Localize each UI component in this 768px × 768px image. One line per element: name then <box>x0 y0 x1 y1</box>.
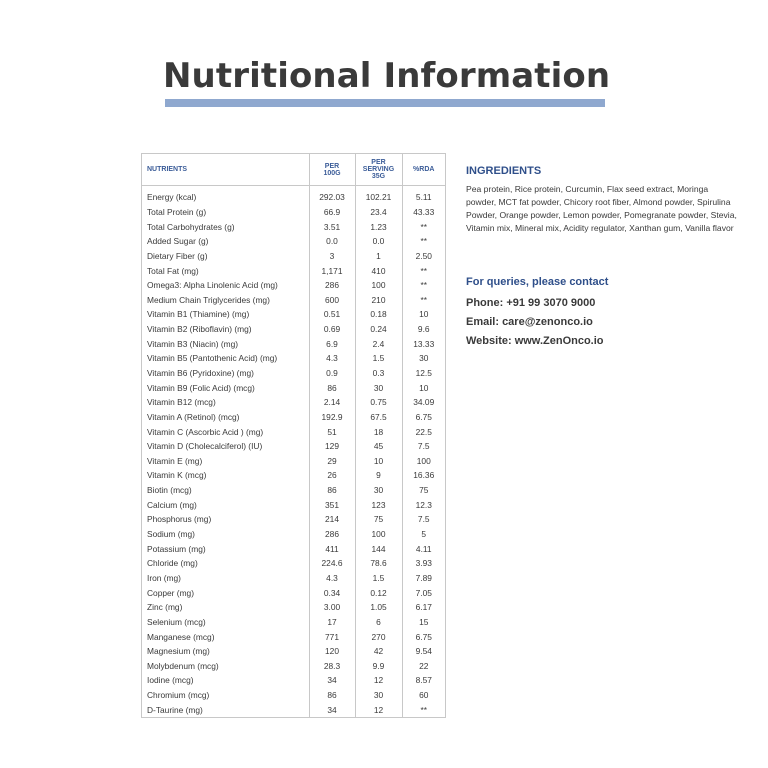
table-row <box>142 483 445 498</box>
value-rda: 7.89 <box>402 571 445 586</box>
nutrient-name: Vitamin B9 (Folic Acid) (mcg) <box>147 382 255 393</box>
value-per-100g: 0.51 <box>309 307 355 322</box>
table-row <box>142 512 445 527</box>
table-row <box>142 292 445 307</box>
nutrient-name: Calcium (mg) <box>147 499 197 510</box>
table-row <box>142 186 445 205</box>
value-per-100g: 771 <box>309 629 355 644</box>
contact-heading: For queries, please contact <box>466 276 609 288</box>
table-row <box>142 205 445 220</box>
value-per-100g: 17 <box>309 615 355 630</box>
contact-email: Email: care@zenonco.io <box>466 316 593 328</box>
table-row <box>142 527 445 542</box>
nutrient-name: Vitamin K (mcg) <box>147 470 207 481</box>
nutrient-name: Total Fat (mg) <box>147 265 199 276</box>
table-row <box>142 278 445 293</box>
value-rda: 10 <box>402 380 445 395</box>
nutrient-name: Dietary Fiber (g) <box>147 250 208 261</box>
value-per-100g: 0.0 <box>309 234 355 249</box>
nutrient-name: Medium Chain Triglycerides (mg) <box>147 294 270 305</box>
nutrient-name: Energy (kcal) <box>147 192 197 203</box>
value-rda: ** <box>402 263 445 278</box>
nutrient-name: Biotin (mcg) <box>147 485 192 496</box>
nutrition-table <box>142 154 445 717</box>
nutrient-name: Selenium (mcg) <box>147 616 206 627</box>
nutrient-name: Vitamin B3 (Niacin) (mg) <box>147 338 239 349</box>
nutrient-name: Vitamin D (Cholecalciferol) (IU) <box>147 441 263 452</box>
value-per-100g: 86 <box>309 483 355 498</box>
value-rda: 13.33 <box>402 336 445 351</box>
table-row <box>142 454 445 469</box>
table-row <box>142 468 445 483</box>
value-rda: ** <box>402 234 445 249</box>
value-per-100g: 0.34 <box>309 585 355 600</box>
value-per-serving: 0.12 <box>355 585 402 600</box>
value-rda: 5.11 <box>402 186 445 205</box>
value-rda: 12.5 <box>402 366 445 381</box>
ingredients-text: Pea protein, Rice protein, Curcumin, Flax seed extract, Moringa powder, MCT fat powder, Chicory root fiber, Almond powder, Spirulina Powder, Orange powder, Lemon powder, Pomegranate powder, Stevia, Vitamin mix, Mineral mix, Acidity regulator, Xanthan gum, Vanilla flavor <box>466 184 737 233</box>
value-rda: 34.09 <box>402 395 445 410</box>
value-rda: 2.50 <box>402 249 445 264</box>
value-per-100g: 3.51 <box>309 219 355 234</box>
table-row <box>142 629 445 644</box>
value-rda: ** <box>402 278 445 293</box>
header-per-serving-line1: PER <box>371 159 386 166</box>
value-rda: 100 <box>402 454 445 469</box>
value-per-100g: 51 <box>309 424 355 439</box>
value-per-serving: 78.6 <box>355 556 402 571</box>
table-row <box>142 249 445 264</box>
value-per-100g: 26 <box>309 468 355 483</box>
value-per-100g: 3 <box>309 249 355 264</box>
value-per-serving: 23.4 <box>355 205 402 220</box>
value-per-100g: 2.14 <box>309 395 355 410</box>
title-underline <box>165 99 605 107</box>
table-row <box>142 424 445 439</box>
nutrient-name: Vitamin A (Retinol) (mcg) <box>147 411 240 422</box>
table-row <box>142 571 445 586</box>
value-per-100g: 3.00 <box>309 600 355 615</box>
value-rda: 7.05 <box>402 585 445 600</box>
value-rda: 6.75 <box>402 410 445 425</box>
nutrient-name: Potassium (mg) <box>147 543 206 554</box>
nutrient-name: Iodine (mcg) <box>147 675 194 686</box>
table-row <box>142 366 445 381</box>
value-rda: 30 <box>402 351 445 366</box>
table-row <box>142 541 445 556</box>
nutrient-name: Vitamin C (Ascorbic Acid ) (mg) <box>147 426 264 437</box>
value-per-serving: 45 <box>355 439 402 454</box>
value-per-serving: 12 <box>355 673 402 688</box>
value-rda: 16.36 <box>402 468 445 483</box>
value-per-serving: 0.18 <box>355 307 402 322</box>
header-per-serving-line2: SERVING <box>362 166 395 173</box>
nutrient-name: Vitamin B5 (Pantothenic Acid) (mg) <box>147 353 278 364</box>
value-per-serving: 30 <box>355 688 402 703</box>
value-per-serving: 270 <box>355 629 402 644</box>
value-per-100g: 351 <box>309 497 355 512</box>
table-row <box>142 380 445 395</box>
nutrient-name: Iron (mg) <box>147 572 181 583</box>
table-row <box>142 497 445 512</box>
header-per-serving-line3: 35G <box>371 173 386 180</box>
value-per-100g: 4.3 <box>309 571 355 586</box>
nutrient-name: Chromium (mcg) <box>147 690 210 701</box>
nutrient-name: Magnesium (mg) <box>147 646 210 657</box>
value-per-serving: 9 <box>355 468 402 483</box>
value-per-serving: 410 <box>355 263 402 278</box>
value-per-100g: 34 <box>309 673 355 688</box>
header-per-100g <box>309 154 355 186</box>
value-rda: 15 <box>402 615 445 630</box>
value-rda: 12.3 <box>402 497 445 512</box>
value-per-100g: 29 <box>309 454 355 469</box>
value-per-100g: 1,171 <box>309 263 355 278</box>
value-rda: 60 <box>402 688 445 703</box>
value-per-100g: 6.9 <box>309 336 355 351</box>
table-row <box>142 439 445 454</box>
value-rda: 7.5 <box>402 439 445 454</box>
table-row <box>142 263 445 278</box>
nutrient-name: Phosphorus (mg) <box>147 514 212 525</box>
value-per-100g: 34 <box>309 702 355 717</box>
table-row <box>142 395 445 410</box>
nutrient-name: Sodium (mg) <box>147 529 195 540</box>
value-per-serving: 100 <box>355 527 402 542</box>
value-per-serving: 67.5 <box>355 410 402 425</box>
value-per-100g: 86 <box>309 380 355 395</box>
value-per-serving: 1.23 <box>355 219 402 234</box>
nutrient-name: Chloride (mg) <box>147 558 198 569</box>
page-title: Nutritional Information <box>163 56 611 96</box>
header-per-serving <box>355 154 402 186</box>
value-rda: 9.6 <box>402 322 445 337</box>
table-row <box>142 673 445 688</box>
header-per-100g-line1: PER <box>324 162 340 170</box>
value-rda: 8.57 <box>402 673 445 688</box>
value-rda: 6.75 <box>402 629 445 644</box>
value-rda: 43.33 <box>402 205 445 220</box>
value-per-serving: 102.21 <box>355 186 402 205</box>
value-rda: 22 <box>402 659 445 674</box>
nutrient-name: Zinc (mg) <box>147 602 183 613</box>
value-per-100g: 129 <box>309 439 355 454</box>
value-per-100g: 86 <box>309 688 355 703</box>
nutrient-name: Vitamin E (mg) <box>147 455 203 466</box>
table-row <box>142 219 445 234</box>
value-per-serving: 30 <box>355 380 402 395</box>
header-nutrients: NUTRIENTS <box>142 154 309 186</box>
table-row <box>142 644 445 659</box>
value-per-serving: 123 <box>355 497 402 512</box>
value-per-serving: 0.3 <box>355 366 402 381</box>
table-row <box>142 585 445 600</box>
value-per-serving: 0.24 <box>355 322 402 337</box>
nutrient-name: Omega3: Alpha Linolenic Acid (mg) <box>147 280 278 291</box>
value-rda: 7.5 <box>402 512 445 527</box>
table-row <box>142 410 445 425</box>
value-rda: 22.5 <box>402 424 445 439</box>
value-per-100g: 66.9 <box>309 205 355 220</box>
value-per-serving: 1 <box>355 249 402 264</box>
value-per-100g: 411 <box>309 541 355 556</box>
nutrition-table-box <box>141 153 446 718</box>
value-per-100g: 0.69 <box>309 322 355 337</box>
nutrient-name: Vitamin B12 (mcg) <box>147 397 216 408</box>
value-per-100g: 192.9 <box>309 410 355 425</box>
nutrient-name: Vitamin B6 (Pyridoxine) (mg) <box>147 368 254 378</box>
value-per-serving: 9.9 <box>355 659 402 674</box>
value-rda: 6.17 <box>402 600 445 615</box>
value-per-serving: 0.0 <box>355 234 402 249</box>
value-per-serving: 75 <box>355 512 402 527</box>
value-per-100g: 4.3 <box>309 351 355 366</box>
nutrient-name: Total Protein (g) <box>147 206 207 217</box>
value-per-100g: 224.6 <box>309 556 355 571</box>
nutrient-name: Molybdenum (mcg) <box>147 660 219 671</box>
value-rda: 75 <box>402 483 445 498</box>
value-per-serving: 1.5 <box>355 571 402 586</box>
value-rda: 3.93 <box>402 556 445 571</box>
value-per-serving: 1.05 <box>355 600 402 615</box>
table-row <box>142 688 445 703</box>
contact-website: Website: www.ZenOnco.io <box>466 335 604 347</box>
table-row <box>142 322 445 337</box>
nutrient-name: Copper (mg) <box>147 587 195 598</box>
value-per-100g: 28.3 <box>309 659 355 674</box>
table-header-row <box>142 154 445 186</box>
value-per-100g: 286 <box>309 278 355 293</box>
value-per-serving: 18 <box>355 424 402 439</box>
table-row <box>142 556 445 571</box>
value-per-100g: 214 <box>309 512 355 527</box>
nutrient-name: Manganese (mcg) <box>147 631 215 642</box>
nutrient-name: Added Sugar (g) <box>147 236 209 247</box>
contact-phone: Phone: +91 99 3070 9000 <box>466 297 596 309</box>
table-row <box>142 659 445 674</box>
value-rda: ** <box>402 292 445 307</box>
value-per-serving: 2.4 <box>355 336 402 351</box>
value-rda: 4.11 <box>402 541 445 556</box>
value-per-serving: 0.75 <box>355 395 402 410</box>
value-per-100g: 600 <box>309 292 355 307</box>
nutrient-name: Vitamin B2 (Riboflavin) (mg) <box>147 324 252 335</box>
value-rda: ** <box>402 219 445 234</box>
value-rda: 10 <box>402 307 445 322</box>
nutrient-name: Vitamin B1 (Thiamine) (mg) <box>147 309 250 320</box>
value-per-serving: 42 <box>355 644 402 659</box>
value-per-100g: 120 <box>309 644 355 659</box>
table-row <box>142 600 445 615</box>
value-rda: ** <box>402 702 445 717</box>
value-per-100g: 292.03 <box>309 186 355 205</box>
table-row <box>142 702 445 717</box>
value-per-serving: 10 <box>355 454 402 469</box>
table-row <box>142 234 445 249</box>
table-row <box>142 336 445 351</box>
nutrient-name: D-Taurine (mg) <box>147 704 203 715</box>
value-per-100g: 286 <box>309 527 355 542</box>
ingredients-heading: INGREDIENTS <box>466 165 542 177</box>
header-rda: %RDA <box>402 154 445 186</box>
nutrient-name: Total Carbohydrates (g) <box>147 221 235 232</box>
value-per-serving: 6 <box>355 615 402 630</box>
header-per-100g-line2: 100G <box>323 169 341 177</box>
value-per-serving: 100 <box>355 278 402 293</box>
table-row <box>142 307 445 322</box>
value-per-serving: 1.5 <box>355 351 402 366</box>
value-per-serving: 210 <box>355 292 402 307</box>
value-per-100g: 0.9 <box>309 366 355 381</box>
value-per-serving: 30 <box>355 483 402 498</box>
value-rda: 5 <box>402 527 445 542</box>
value-rda: 9.54 <box>402 644 445 659</box>
table-row <box>142 615 445 630</box>
value-per-serving: 144 <box>355 541 402 556</box>
table-row <box>142 351 445 366</box>
value-per-serving: 12 <box>355 702 402 717</box>
